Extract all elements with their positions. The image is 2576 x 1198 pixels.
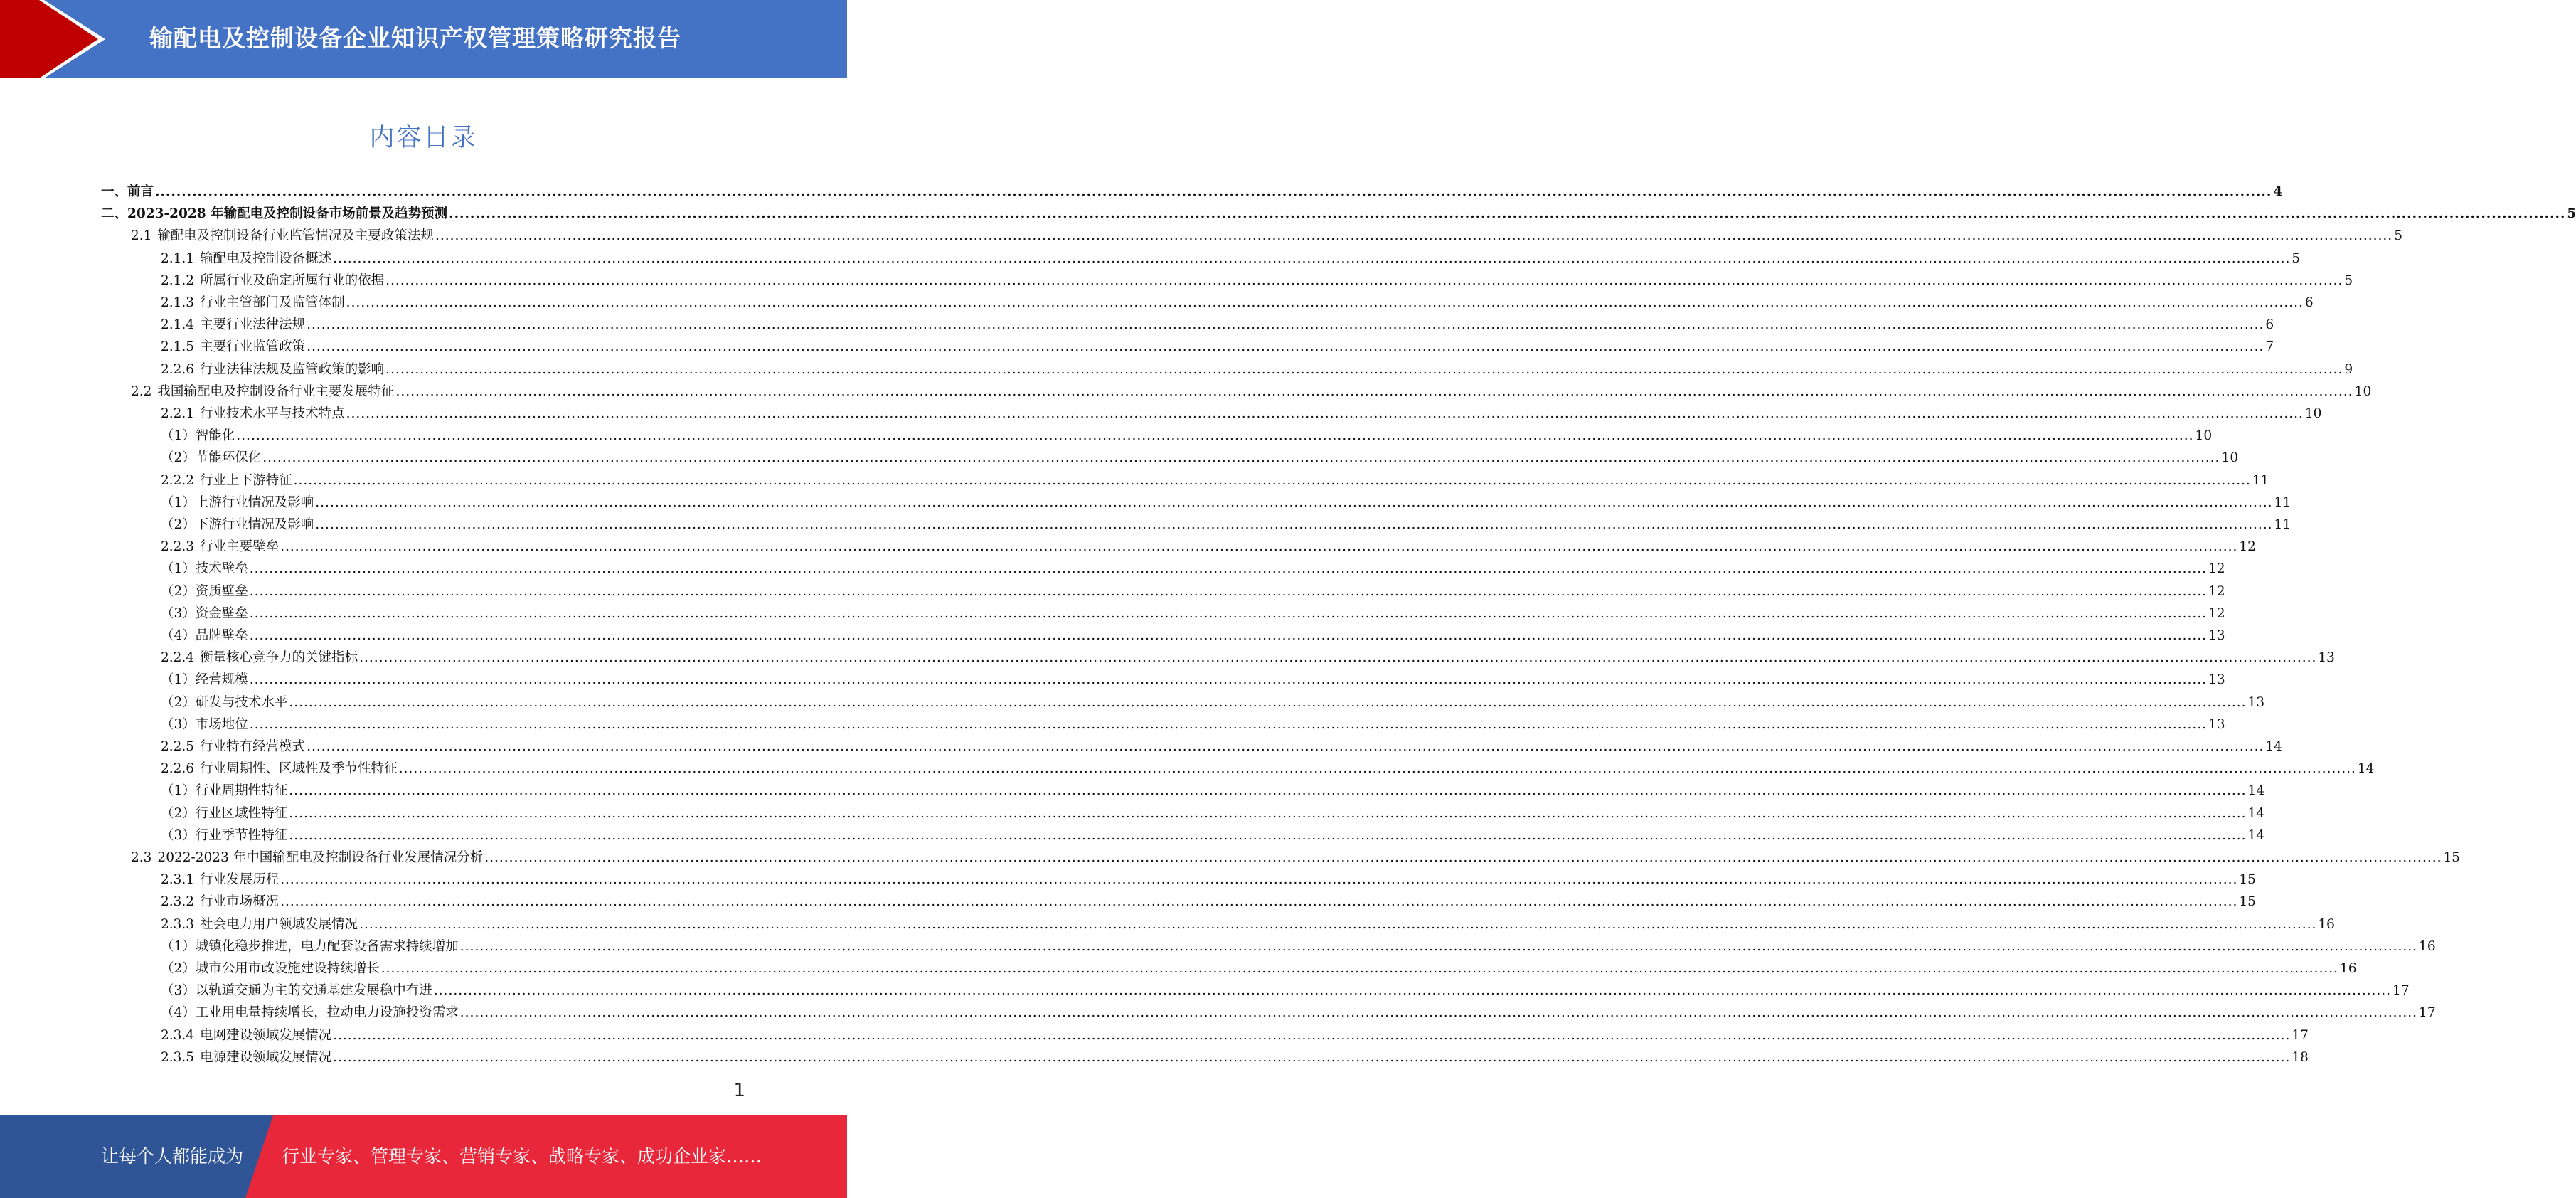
toc-entry-label — [161, 825, 287, 847]
toc-entry-number: （1） — [161, 783, 196, 799]
toc-entry-text: 行业主管部门及监管体制 — [200, 295, 345, 310]
toc-entry-number: 2.2.2 — [161, 472, 195, 488]
toc-entry-text: 智能化 — [195, 428, 235, 444]
toc-entry-text: 行业市场概况 — [200, 894, 280, 910]
toc-entry-text: 2022-2023 年中国输配电及控制设备行业发展情况分析 — [157, 850, 484, 865]
toc-entry-text: 行业发展历程 — [200, 872, 280, 888]
toc-entry-text: 行业季节性特征 — [195, 827, 288, 843]
toc-dot-leader: ................................................................................................................................................................................................................................................................................................................................................................................................................ — [289, 827, 2247, 843]
toc-entry-number: 2.1.5 — [161, 339, 195, 355]
toc-entry-page: 5 — [2394, 228, 2402, 244]
toc-dot-leader: ................................................................................................................................................................................................................................................................................................................................................................................................................ — [262, 450, 2220, 466]
toc-entry-page: 10 — [2304, 406, 2322, 421]
toc-entry-number: 2.3.3 — [161, 916, 195, 932]
toc-entry-page: 13 — [2208, 672, 2225, 688]
toc-entry[interactable] — [161, 825, 2265, 847]
toc-entry-number: 2.1 — [131, 228, 152, 244]
toc-entry-page: 11 — [2274, 517, 2292, 532]
toc-entry-label — [161, 336, 305, 358]
toc-entry[interactable] — [101, 181, 2283, 203]
toc-entry-number: 一、 — [101, 184, 128, 199]
toc-entry-text: 技术壁垒 — [195, 561, 248, 577]
toc-entry-label — [161, 514, 314, 536]
toc-entry-label — [161, 869, 279, 891]
toc-entry-label — [161, 1002, 459, 1024]
toc-entry-number: （1） — [161, 672, 196, 688]
toc-entry-text: 行业特有经营模式 — [200, 739, 306, 754]
toc-dot-leader: ................................................................................................................................................................................................................................................................................................................................................................................................................ — [249, 583, 2208, 599]
toc-entry-page: 5 — [2344, 272, 2353, 288]
toc-entry-label — [161, 891, 279, 913]
toc-entry-label — [161, 647, 358, 669]
toc-entry-page: 10 — [2221, 450, 2239, 466]
toc-entry-page: 17 — [2393, 983, 2410, 999]
toc-entry-label — [161, 758, 398, 780]
toc-entry-number: 二、 — [101, 206, 128, 222]
toc-entry-page: 11 — [2274, 494, 2292, 510]
toc-entry[interactable] — [161, 536, 2256, 558]
toc-dot-leader: ................................................................................................................................................................................................................................................................................................................................................................................................................ — [346, 406, 2304, 421]
toc-entry-label — [161, 980, 432, 1002]
toc-entry-page: 6 — [2304, 295, 2314, 310]
toc-entry-number: 2.1.3 — [161, 295, 195, 310]
toc-entry-text: 主要行业法律法规 — [200, 317, 306, 333]
toc-entry-text: 上游行业情况及影响 — [195, 494, 314, 510]
toc-entry[interactable] — [161, 869, 2256, 891]
report-title: 输配电及控制设备企业知识产权管理策略研究报告 — [149, 24, 681, 52]
toc-entry-text: 前言 — [127, 184, 154, 199]
toc-dot-leader: ................................................................................................................................................................................................................................................................................................................................................................................................................ — [280, 872, 2238, 888]
toc-entry[interactable] — [161, 980, 2410, 1002]
toc-entry[interactable] — [161, 447, 2239, 469]
toc-entry-label — [161, 691, 287, 714]
toc-dot-leader: ................................................................................................................................................................................................................................................................................................................................................................................................................ — [307, 317, 2264, 333]
toc-entry[interactable] — [161, 1024, 2309, 1046]
toc-entry-text: 以轨道交通为主的交通基建发展稳中有进 — [195, 983, 432, 999]
toc-entry[interactable] — [161, 403, 2322, 425]
toc-dot-leader: ................................................................................................................................................................................................................................................................................................................................................................................................................ — [435, 228, 2393, 244]
toc-entry[interactable] — [131, 381, 2372, 403]
toc-entry-page: 14 — [2357, 761, 2375, 777]
toc-entry-text: 经营规模 — [195, 672, 248, 688]
toc-dot-leader: ................................................................................................................................................................................................................................................................................................................................................................................................................ — [249, 716, 2208, 732]
toc-entry-page: 6 — [2265, 317, 2274, 333]
toc-entry-page: 12 — [2208, 561, 2225, 577]
toc-entry-number: （2） — [161, 694, 196, 710]
toc-entry[interactable] — [161, 758, 2375, 780]
toc-entry-label — [161, 714, 248, 736]
toc-entry-label — [161, 913, 358, 935]
toc-dot-leader: ................................................................................................................................................................................................................................................................................................................................................................................................................ — [484, 850, 2442, 865]
toc-entry-number: 2.3.2 — [161, 894, 195, 910]
toc-entry[interactable] — [161, 314, 2274, 336]
toc-dot-leader: ................................................................................................................................................................................................................................................................................................................................................................................................................ — [249, 628, 2208, 643]
toc-entry-number: 2.2.6 — [161, 761, 195, 777]
toc-entry[interactable] — [161, 425, 2213, 447]
toc-dot-leader: ................................................................................................................................................................................................................................................................................................................................................................................................................ — [433, 983, 2392, 999]
toc-entry-page: 10 — [2195, 428, 2213, 444]
toc-entry-label — [131, 225, 434, 247]
toc-entry-page: 9 — [2344, 361, 2353, 377]
toc-entry-label — [161, 425, 235, 447]
toc-entry-label — [161, 625, 248, 647]
toc-dot-leader: ................................................................................................................................................................................................................................................................................................................................................................................................................ — [289, 783, 2247, 799]
toc-entry-page: 12 — [2239, 539, 2256, 555]
toc-entry-number: （1） — [161, 561, 196, 577]
toc-entry-number: （2） — [161, 517, 196, 532]
toc-entry-text: 行业上下游特征 — [200, 472, 292, 488]
toc-entry[interactable] — [161, 248, 2301, 270]
toc-entry-page: 16 — [2419, 938, 2436, 954]
toc-entry-text: 品牌壁垒 — [195, 628, 248, 643]
toc-entry-number: 2.2.3 — [161, 539, 195, 555]
red-chevron-decoration — [0, 0, 114, 78]
toc-entry-text: 所属行业及确定所属行业的依据 — [200, 272, 385, 288]
toc-entry[interactable] — [161, 1046, 2309, 1069]
toc-entry-text: 研发与技术水平 — [195, 694, 288, 710]
toc-dot-leader: ................................................................................................................................................................................................................................................................................................................................................................................................................ — [333, 250, 2291, 266]
toc-entry-label — [161, 802, 287, 825]
toc-entry-label — [101, 181, 154, 203]
toc-entry-label — [161, 492, 314, 514]
toc-entry-label — [161, 558, 248, 580]
toc-entry-text: 行业周期性特征 — [195, 783, 288, 799]
toc-entry-page: 4 — [2273, 184, 2283, 199]
toc-entry-label — [161, 359, 384, 381]
toc-entry-number: 2.3.1 — [161, 872, 195, 888]
toc-entry-page: 16 — [2340, 961, 2357, 976]
toc-entry-page: 15 — [2443, 850, 2461, 865]
toc-entry-number: （2） — [161, 450, 196, 466]
toc-entry-page: 18 — [2292, 1049, 2309, 1065]
toc-entry-text: 节能环保化 — [195, 450, 262, 466]
page-header-band — [0, 0, 847, 78]
toc-entry-page: 12 — [2208, 605, 2225, 621]
toc-entry[interactable] — [131, 847, 2461, 869]
toc-entry-label — [161, 447, 261, 469]
toc-entry-label — [161, 581, 248, 603]
toc-dot-leader: ................................................................................................................................................................................................................................................................................................................................................................................................................ — [398, 761, 2356, 777]
footer-slogan-right: 行业专家、管理专家、营销专家、战略专家、成功企业家…… — [282, 1146, 762, 1167]
toc-entry-number: 2.3 — [131, 850, 152, 865]
toc-entry-number: 2.3.4 — [161, 1027, 195, 1043]
toc-dot-leader: ................................................................................................................................................................................................................................................................................................................................................................................................................ — [380, 961, 2339, 976]
toc-entry-page: 12 — [2208, 583, 2225, 599]
toc-entry-text: 社会电力用户领域发展情况 — [200, 916, 358, 932]
toc-dot-leader: ................................................................................................................................................................................................................................................................................................................................................................................................................ — [333, 1049, 2291, 1065]
toc-entry[interactable] — [101, 203, 2576, 225]
toc-entry-number: （1） — [161, 938, 196, 954]
toc-entry-label — [131, 381, 394, 403]
toc-dot-leader: ................................................................................................................................................................................................................................................................................................................................................................................................................ — [280, 894, 2238, 910]
toc-entry-page: 7 — [2265, 339, 2274, 355]
toc-entry[interactable] — [161, 292, 2314, 314]
toc-entry-label — [161, 958, 380, 980]
page-number: 1 — [733, 1080, 745, 1101]
toc-entry-text: 资质壁垒 — [195, 583, 248, 599]
toc-dot-leader: ................................................................................................................................................................................................................................................................................................................................................................................................................ — [459, 938, 2418, 954]
toc-entry-page: 14 — [2247, 783, 2265, 799]
toc-dot-leader: ................................................................................................................................................................................................................................................................................................................................................................................................................ — [249, 561, 2208, 577]
toc-entry-page: 13 — [2247, 694, 2265, 710]
toc-entry-number: （1） — [161, 494, 196, 510]
toc-entry-page: 5 — [2567, 206, 2576, 222]
toc-entry[interactable] — [161, 270, 2353, 292]
toc-entry[interactable] — [161, 913, 2335, 935]
toc-entry-number: 2.2.5 — [161, 739, 195, 754]
toc-entry-label — [161, 935, 459, 958]
toc-entry-label — [161, 314, 305, 336]
toc-entry-label — [161, 669, 248, 691]
toc-entry[interactable] — [161, 336, 2274, 358]
toc-heading: 内容目录 — [369, 124, 478, 152]
toc-entry-text: 行业周期性、区域性及季节性特征 — [200, 761, 398, 777]
footer-slogan-left: 让每个人都能成为 — [101, 1146, 244, 1167]
toc-entry-label — [161, 603, 248, 625]
toc-entry-label — [161, 780, 287, 802]
toc-entry[interactable] — [161, 691, 2265, 714]
toc-dot-leader: ................................................................................................................................................................................................................................................................................................................................................................................................................ — [359, 650, 2317, 666]
toc-entry-page: 17 — [2292, 1027, 2309, 1043]
toc-entry-number: （3） — [161, 827, 196, 843]
toc-entry-page: 15 — [2239, 872, 2256, 888]
toc-entry-number: 2.1.4 — [161, 317, 195, 333]
toc-entry-number: （3） — [161, 983, 196, 999]
toc-dot-leader: ................................................................................................................................................................................................................................................................................................................................................................................................................ — [249, 672, 2208, 688]
toc-entry-page: 14 — [2247, 827, 2265, 843]
toc-entry-label — [161, 248, 331, 270]
toc-dot-leader: ................................................................................................................................................................................................................................................................................................................................................................................................................ — [385, 361, 2343, 377]
toc-entry[interactable] — [161, 581, 2225, 603]
toc-entry[interactable] — [161, 359, 2353, 381]
toc-entry-label — [161, 1046, 331, 1069]
toc-entry-text: 城市公用市政设施建设持续增长 — [195, 961, 380, 976]
toc-entry-page: 15 — [2239, 894, 2256, 910]
toc-entry[interactable] — [161, 647, 2335, 669]
toc-entry-label — [161, 1024, 331, 1046]
toc-entry-page: 5 — [2292, 250, 2301, 266]
toc-dot-leader: ................................................................................................................................................................................................................................................................................................................................................................................................................ — [289, 694, 2247, 710]
toc-dot-leader: ................................................................................................................................................................................................................................................................................................................................................................................................................ — [155, 184, 2272, 199]
toc-dot-leader: ................................................................................................................................................................................................................................................................................................................................................................................................................ — [395, 383, 2353, 399]
toc-entry-text: 我国输配电及控制设备行业主要发展特征 — [157, 383, 395, 399]
toc-entry-text: 行业技术水平与技术特点 — [200, 406, 345, 421]
toc-entry[interactable] — [161, 891, 2256, 913]
toc-entry[interactable] — [161, 714, 2225, 736]
toc-entry-number: （4） — [161, 1005, 196, 1021]
toc-dot-leader: ................................................................................................................................................................................................................................................................................................................................................................................................................ — [280, 539, 2238, 555]
toc-entry-text: 工业用电量持续增长，拉动电力设施投资需求 — [195, 1005, 459, 1021]
toc-entry[interactable] — [161, 470, 2269, 492]
toc-dot-leader: ................................................................................................................................................................................................................................................................................................................................................................................................................ — [293, 472, 2251, 488]
toc-entry-text: 衡量核心竞争力的关键指标 — [200, 650, 358, 666]
toc-entry[interactable] — [161, 514, 2292, 536]
toc-entry[interactable] — [161, 1002, 2436, 1024]
toc-entry-number: 2.1.1 — [161, 250, 195, 266]
toc-entry-number: （1） — [161, 428, 196, 444]
toc-dot-leader: ................................................................................................................................................................................................................................................................................................................................................................................................................ — [449, 206, 2566, 222]
toc-entry-page: 14 — [2247, 805, 2265, 821]
toc-entry[interactable] — [161, 669, 2225, 691]
toc-entry-number: （2） — [161, 583, 196, 599]
toc-dot-leader: ................................................................................................................................................................................................................................................................................................................................................................................................................ — [307, 739, 2264, 754]
toc-entry-label — [161, 536, 279, 558]
toc-entry-number: （2） — [161, 805, 196, 821]
toc-entry[interactable] — [131, 225, 2402, 247]
toc-entry-text: 输配电及控制设备概述 — [200, 250, 332, 266]
toc-dot-leader: ................................................................................................................................................................................................................................................................................................................................................................................................................ — [315, 517, 2273, 532]
toc-entry-text: 电源建设领域发展情况 — [200, 1049, 332, 1065]
toc-entry[interactable] — [161, 492, 2292, 514]
toc-entry-label — [161, 270, 384, 292]
page-footer-band — [0, 1115, 847, 1198]
toc-entry-page: 17 — [2419, 1005, 2436, 1021]
toc-entry-number: 2.1.2 — [161, 272, 195, 288]
toc-entry-text: 行业法律法规及监管政策的影响 — [200, 361, 385, 377]
toc-entry-text: 输配电及控制设备行业监管情况及主要政策法规 — [157, 228, 434, 244]
toc-entry-page: 13 — [2208, 716, 2225, 732]
toc-dot-leader: ................................................................................................................................................................................................................................................................................................................................................................................................................ — [307, 339, 2264, 355]
toc-dot-leader: ................................................................................................................................................................................................................................................................................................................................................................................................................ — [333, 1027, 2291, 1043]
toc-entry[interactable] — [161, 558, 2225, 580]
toc-entry-page: 11 — [2252, 472, 2269, 488]
toc-entry[interactable] — [161, 935, 2436, 958]
toc-entry-text: 行业主要壁垒 — [200, 539, 280, 555]
toc-entry-page: 13 — [2318, 650, 2335, 666]
toc-entry-label — [161, 470, 292, 492]
toc-dot-leader: ................................................................................................................................................................................................................................................................................................................................................................................................................ — [289, 805, 2247, 821]
toc-entry-number: （2） — [161, 961, 196, 976]
toc-entry-text: 市场地位 — [195, 716, 248, 732]
toc-entry-page: 13 — [2208, 628, 2225, 643]
toc-dot-leader: ................................................................................................................................................................................................................................................................................................................................................................................................................ — [249, 605, 2208, 621]
toc-entry-number: 2.2.1 — [161, 406, 195, 421]
toc-entry-page: 14 — [2265, 739, 2282, 754]
toc-dot-leader: ................................................................................................................................................................................................................................................................................................................................................................................................................ — [346, 295, 2304, 310]
toc-entry[interactable] — [161, 802, 2265, 825]
toc-entry[interactable] — [161, 625, 2225, 647]
toc-dot-leader: ................................................................................................................................................................................................................................................................................................................................................................................................................ — [359, 916, 2317, 932]
toc-dot-leader: ................................................................................................................................................................................................................................................................................................................................................................................................................ — [459, 1005, 2418, 1021]
toc-entry-label — [161, 292, 345, 314]
toc-entry-number: 2.2 — [131, 383, 152, 399]
toc-entry-number: 2.2.4 — [161, 650, 195, 666]
toc-entry[interactable] — [161, 780, 2265, 802]
toc-entry-text: 城镇化稳步推进，电力配套设备需求持续增加 — [195, 938, 459, 954]
toc-dot-leader: ................................................................................................................................................................................................................................................................................................................................................................................................................ — [385, 272, 2343, 288]
toc-entry-text: 行业区域性特征 — [195, 805, 288, 821]
toc-dot-leader: ................................................................................................................................................................................................................................................................................................................................................................................................................ — [236, 428, 2194, 444]
toc-entry-number: 2.2.6 — [161, 361, 195, 377]
toc-entry-page: 16 — [2318, 916, 2335, 932]
toc-entry[interactable] — [161, 603, 2225, 625]
toc-entry-label — [101, 203, 447, 225]
toc-entry-text: 主要行业监管政策 — [200, 339, 306, 355]
toc-entry-text: 下游行业情况及影响 — [195, 517, 314, 532]
toc-entry-number: （4） — [161, 628, 196, 643]
toc-entry-number: （3） — [161, 716, 196, 732]
toc-entry-number: （3） — [161, 605, 196, 621]
toc-entry-label — [131, 847, 483, 869]
toc-entry-page: 10 — [2354, 383, 2372, 399]
toc-dot-leader: ................................................................................................................................................................................................................................................................................................................................................................................................................ — [315, 494, 2273, 510]
toc-entry-label — [161, 736, 305, 758]
toc-entry[interactable] — [161, 958, 2357, 980]
toc-entry-number: 2.3.5 — [161, 1049, 195, 1065]
toc-entry-text: 2023-2028 年输配电及控制设备市场前景及趋势预测 — [127, 206, 448, 222]
toc-entry-text: 资金壁垒 — [195, 605, 248, 621]
toc-entry-text: 电网建设领域发展情况 — [200, 1027, 332, 1043]
toc-entry[interactable] — [161, 736, 2282, 758]
toc-entry-label — [161, 403, 345, 425]
